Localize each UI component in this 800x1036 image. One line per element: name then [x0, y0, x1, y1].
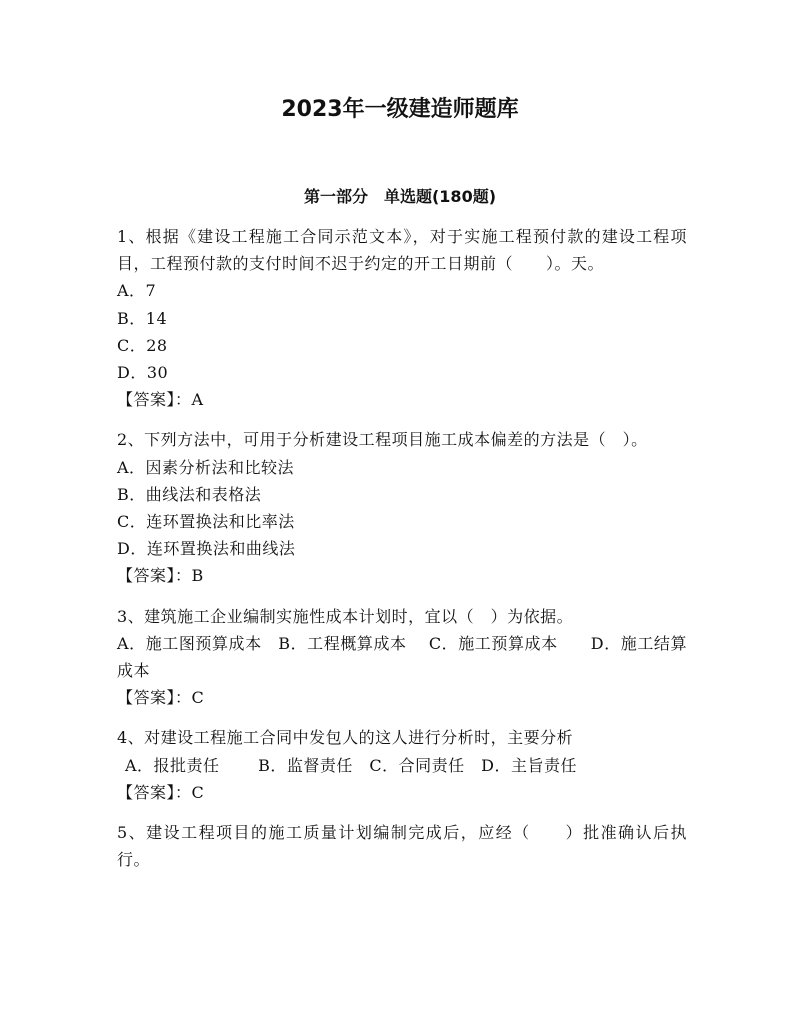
- question-1: [117, 223, 687, 413]
- options-line: A．施工图预算成本 B．工程概算成本 C．施工预算成本 D．施工结算成本: [117, 633, 687, 681]
- answer: 【答案】：C: [117, 782, 205, 802]
- question-4: [117, 724, 687, 806]
- answer: 【答案】：B: [117, 566, 204, 586]
- option-d: D．30: [117, 363, 169, 383]
- question-text: 5、建设工程项目的施工质量计划编制完成后，应经（ ）批准确认后执行。: [117, 823, 687, 870]
- question-text: 1、根据《建设工程施工合同示范文本》，对于实施工程预付款的建设工程项目，工程预付款的支付时间不迟于约定的开工日期前（ ）。天。: [117, 227, 687, 274]
- question-text: 2、下列方法中，可用于分析建设工程项目施工成本偏差的方法是（ ）。: [117, 430, 648, 450]
- question-list: [117, 223, 687, 873]
- option-b: B．曲线法和表格法: [117, 484, 262, 504]
- option-b: B．14: [117, 308, 168, 328]
- question-3: [117, 603, 687, 712]
- answer: 【答案】：A: [117, 390, 204, 410]
- option-c: C．连环置换法和比率法: [117, 512, 295, 532]
- option-a: A．7: [117, 281, 157, 301]
- question-text: 3、建筑施工企业编制实施性成本计划时，宜以（ ）为依据。: [117, 606, 574, 626]
- question-2: [117, 426, 687, 589]
- options-line: A．报批责任 B．监督责任 C．合同责任 D．主旨责任: [125, 755, 577, 775]
- section-title: 第一部分 单选题(180题): [303, 187, 497, 206]
- option-a: A．因素分析法和比较法: [117, 457, 295, 477]
- question-text: 4、对建设工程施工合同中发包人的这人进行分析时，主要分析: [117, 728, 574, 748]
- question-5: [117, 819, 687, 873]
- page-title: 2023年一级建造师题库: [281, 97, 519, 122]
- answer: 【答案】：C: [117, 688, 205, 708]
- option-d: D．连环置换法和曲线法: [117, 539, 296, 559]
- option-c: C．28: [117, 335, 168, 355]
